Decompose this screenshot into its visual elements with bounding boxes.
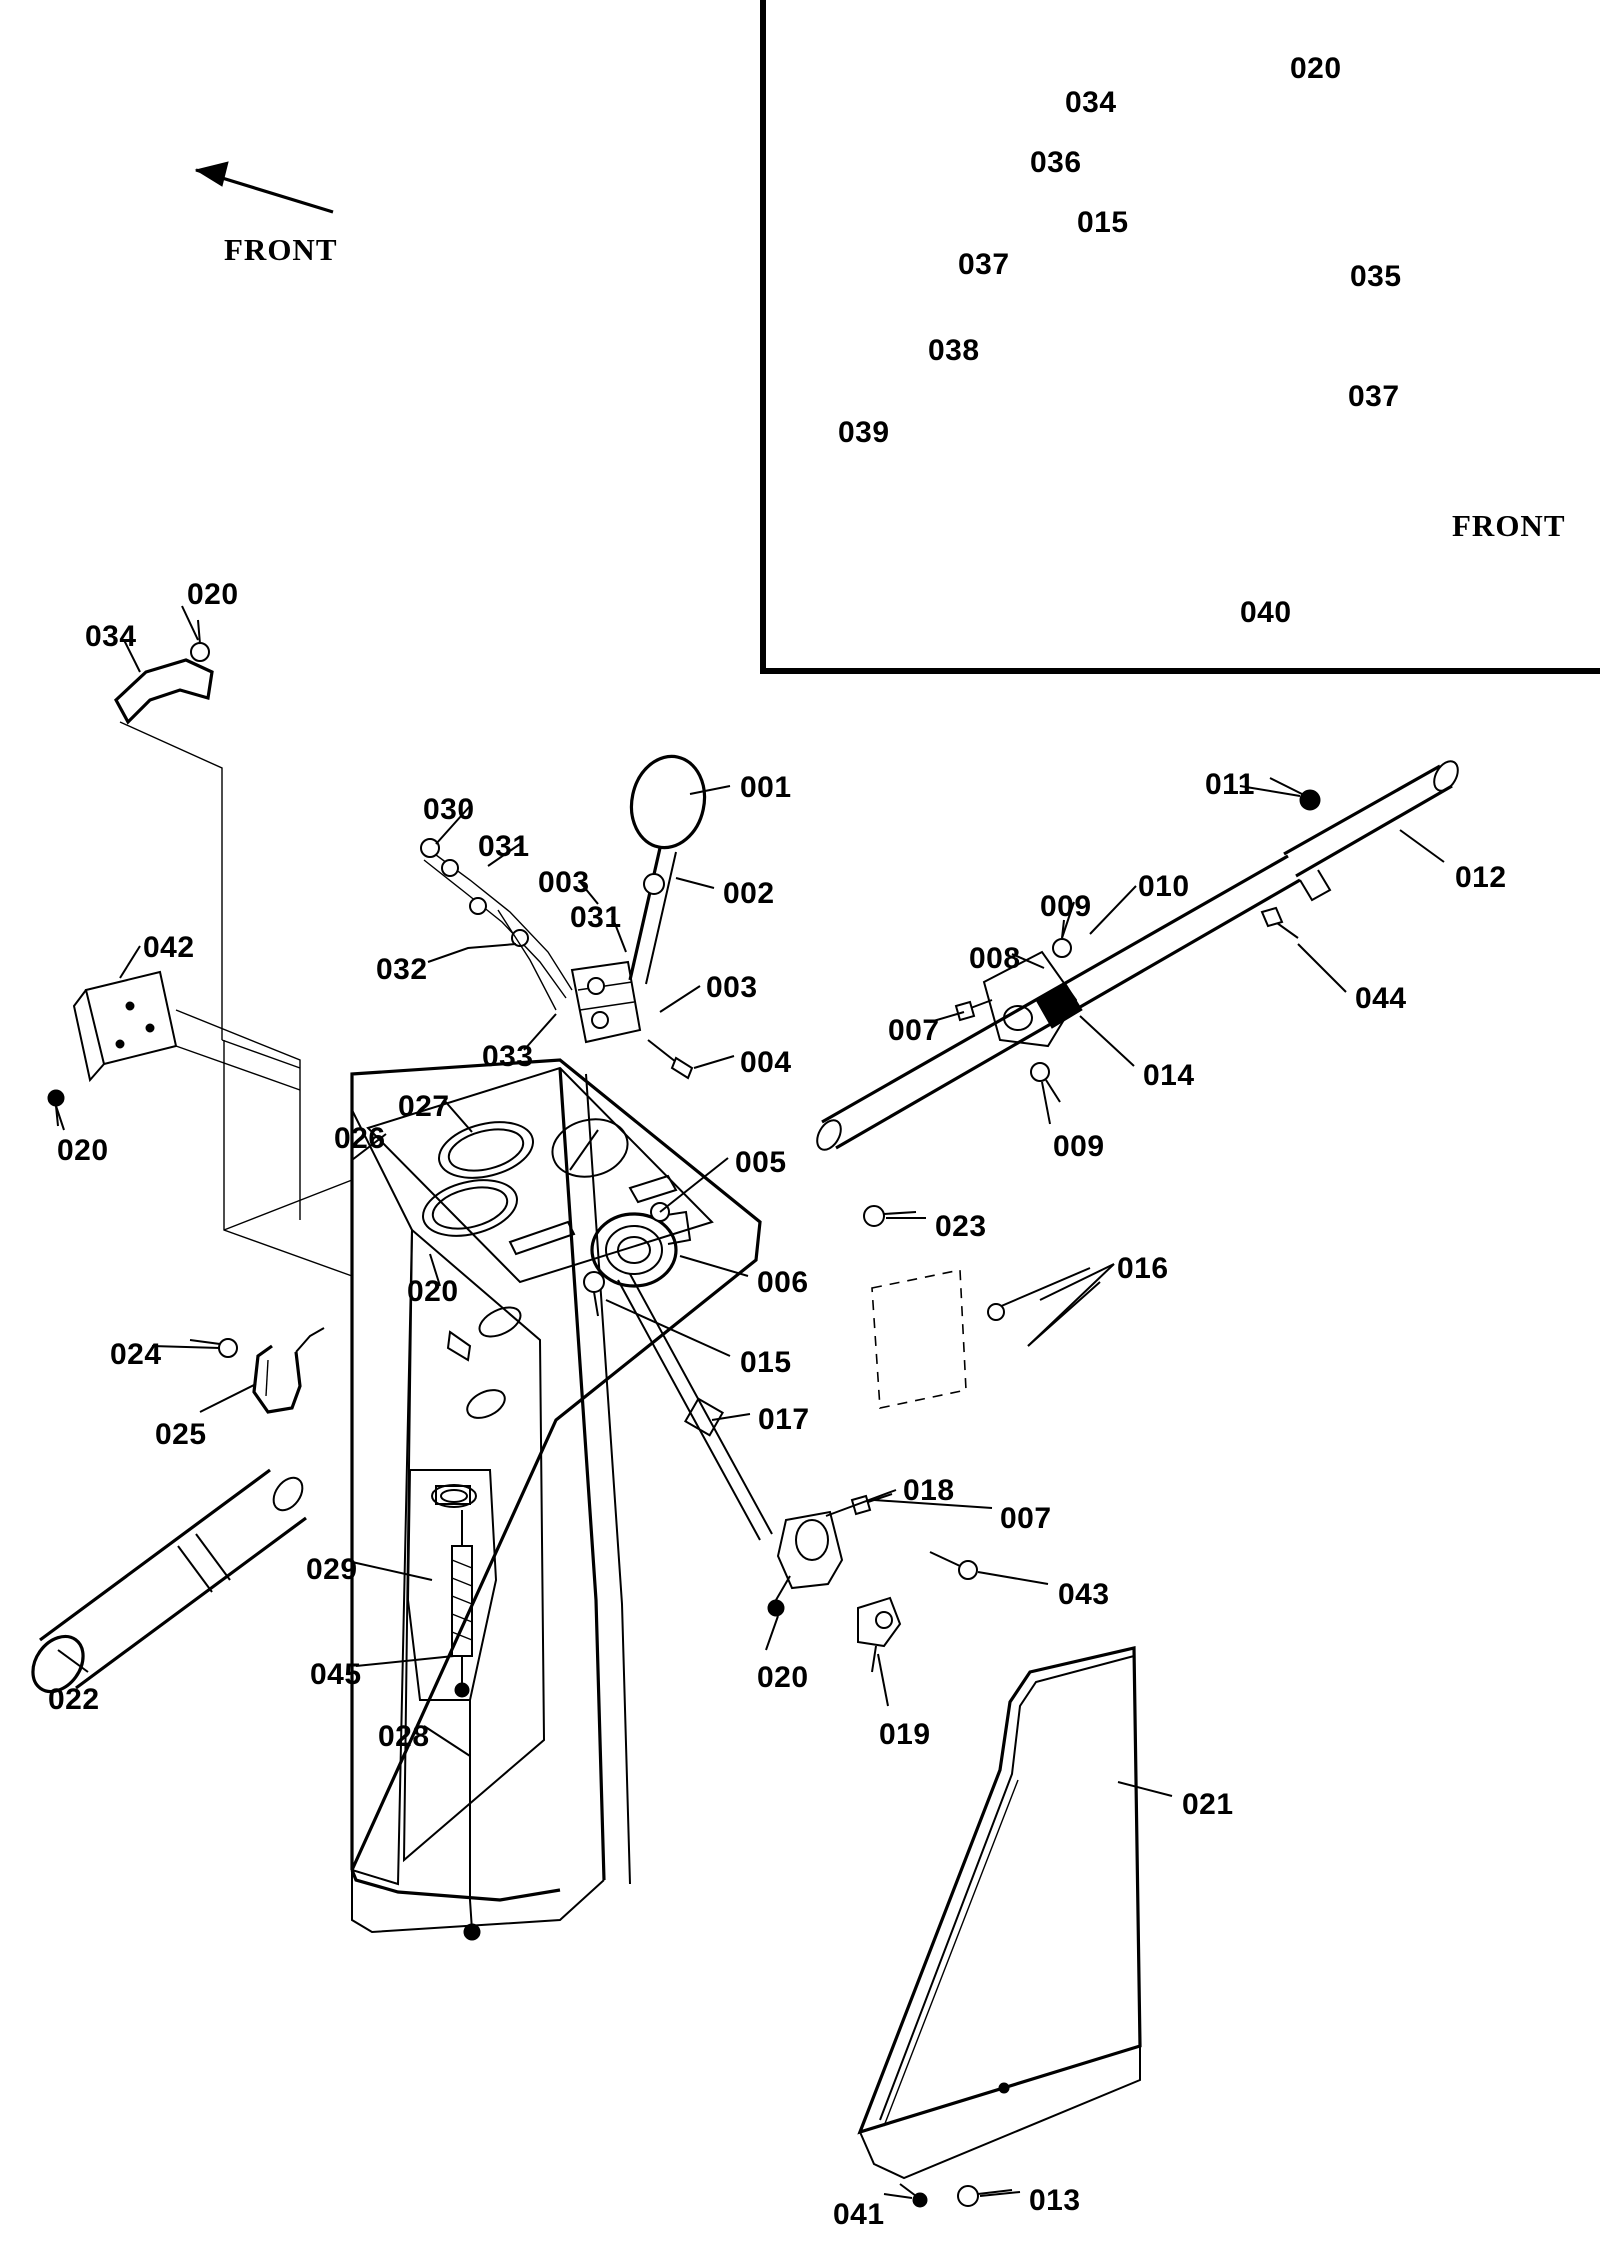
callout-038-inset: 038 [928,334,980,367]
callout-037-inset-b: 037 [1348,380,1400,413]
front-label-main: FRONT [224,232,338,267]
callout-040-inset: 040 [1240,596,1292,629]
callout-007-a: 007 [888,1014,940,1047]
callout-045: 045 [310,1658,362,1691]
callout-015-inset: 015 [1077,206,1129,239]
callout-016: 016 [1117,1252,1169,1285]
callout-020-a: 020 [187,578,239,611]
callout-034-inset: 034 [1065,86,1117,119]
callout-026: 026 [334,1122,386,1155]
callout-007-b: 007 [1000,1502,1052,1535]
callout-020-inset: 020 [1290,52,1342,85]
callout-020-c: 020 [407,1275,459,1308]
callout-018: 018 [903,1474,955,1507]
callout-033: 033 [482,1040,534,1073]
detail-inset-frame [760,0,1600,674]
callout-009-a: 009 [1040,890,1092,923]
callout-011: 011 [1205,768,1255,801]
callout-005: 005 [735,1146,787,1179]
callout-031-a: 031 [478,830,530,863]
callout-017: 017 [758,1403,810,1436]
callout-025: 025 [155,1418,207,1451]
callout-043: 043 [1058,1578,1110,1611]
callout-035-inset: 035 [1350,260,1402,293]
callout-010: 010 [1138,870,1190,903]
callout-004: 004 [740,1046,792,1079]
callout-020-b: 020 [57,1134,109,1167]
front-label-inset: FRONT [1452,508,1566,543]
callout-021: 021 [1182,1788,1234,1821]
callout-020-d: 020 [757,1661,809,1694]
callout-030: 030 [423,793,475,826]
callout-027: 027 [398,1090,450,1123]
callout-014: 014 [1143,1059,1195,1092]
callout-015: 015 [740,1346,792,1379]
callout-003-b: 003 [706,971,758,1004]
callout-042: 042 [143,931,195,964]
callout-008: 008 [969,942,1021,975]
callout-031-b: 031 [570,901,622,934]
callout-019: 019 [879,1718,931,1751]
callout-012: 012 [1455,861,1507,894]
callout-006: 006 [757,1266,809,1299]
callout-037-inset-a: 037 [958,248,1010,281]
callout-044: 044 [1355,982,1407,1015]
callout-023: 023 [935,1210,987,1243]
callout-041: 041 [833,2198,885,2231]
callout-003-a: 003 [538,866,590,899]
callout-013: 013 [1029,2184,1081,2217]
callout-034: 034 [85,620,137,653]
callout-029: 029 [306,1553,358,1586]
callout-022: 022 [48,1683,100,1716]
callout-028: 028 [378,1720,430,1753]
callout-001: 001 [740,771,792,804]
callout-036-inset: 036 [1030,146,1082,179]
callout-002: 002 [723,877,775,910]
callout-039-inset: 039 [838,416,890,449]
callout-009-b: 009 [1053,1130,1105,1163]
callout-032: 032 [376,953,428,986]
callout-024: 024 [110,1338,162,1371]
